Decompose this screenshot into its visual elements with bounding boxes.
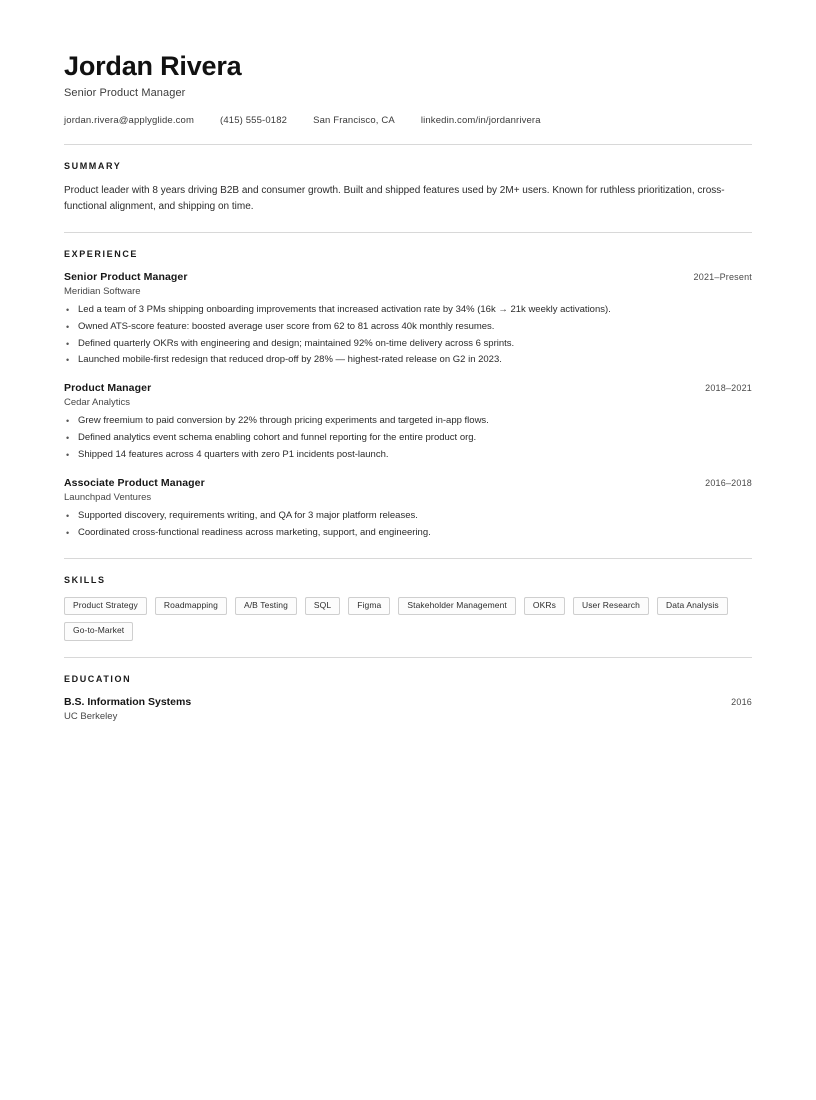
contact-linkedin[interactable]: linkedin.com/in/jordanrivera [420,114,541,126]
skill-chip: Roadmapping [155,597,227,615]
education-item-head [64,696,752,708]
education-degree: B.S. Information Systems [64,695,192,708]
job-bullet: • Led a team of 3 PMs shipping onboarding improvements that increased activation rate by 34% (16k → 21k weekly activations). [64,302,752,319]
job-bullet: • Grew freemium to paid conversion by 22% through pricing experiments and targeted in-app flows. [64,413,752,430]
skill-chip: Data Analysis [657,597,728,615]
skills-list [64,597,752,641]
section-title-experience: EXPERIENCE [64,248,139,259]
contact-row [64,115,752,145]
job-bullet: • Launched mobile-first redesign that reduced drop-off by 28% — highest-rated release on G2 in 2023. [64,352,752,369]
job-dates: 2016–2018 [705,478,752,489]
skill-chip: SQL [305,597,340,615]
contact-email[interactable]: jordan.rivera@applyglide.com [64,114,195,126]
skill-chip: Figma [348,597,390,615]
experience-item-head [64,382,752,394]
experience-item [64,477,752,542]
candidate-headline: Senior Product Manager [64,86,186,99]
job-bullet: • Defined analytics event schema enabling cohort and funnel reporting for the entire product org. [64,430,752,447]
contact-phone: (415) 555-0182 [220,114,288,126]
section-title-summary: SUMMARY [64,160,122,171]
resume-header [64,52,752,145]
job-dates: 2018–2021 [705,383,752,394]
education-item [64,696,752,722]
job-title: Associate Product Manager [64,477,205,490]
job-company: Launchpad Ventures [64,492,152,504]
job-bullet: • Supported discovery, requirements writing, and QA for 3 major platform releases. [64,508,752,525]
job-title: Senior Product Manager [64,270,188,283]
job-bullets [64,413,752,464]
skill-chip: OKRs [524,597,565,615]
job-bullet: • Owned ATS-score feature: boosted average user score from 62 to 81 across 40k monthly resumes. [64,319,752,336]
summary-text: Product leader with 8 years driving B2B and consumer growth. Built and shipped features used by 2M+ users. Known for ruthless prioritization, cross-functional alignment, and shipping on time. [64,184,725,213]
section-title-skills: SKILLS [64,574,106,585]
experience-item [64,382,752,464]
section-experience [64,233,752,559]
contact-location: San Francisco, CA [313,114,395,126]
skill-chip: A/B Testing [235,597,297,615]
candidate-name: Jordan Rivera [64,51,242,81]
skill-chip: User Research [573,597,649,615]
job-bullet: • Defined quarterly OKRs with engineering and design; maintained 92% on-time delivery across 6 sprints. [64,336,752,353]
section-title-education: EDUCATION [64,673,132,684]
job-company: Cedar Analytics [64,397,131,409]
experience-item [64,271,752,370]
section-education [64,658,752,722]
skill-chip: Product Strategy [64,597,147,615]
job-bullet: • Shipped 14 features across 4 quarters with zero P1 incidents post-launch. [64,447,752,464]
skill-chip: Stakeholder Management [398,597,516,615]
education-year: 2016 [731,696,752,707]
skill-chip: Go-to-Market [64,622,133,640]
job-bullets [64,302,752,370]
job-dates: 2021–Present [693,271,752,282]
job-title: Product Manager [64,382,152,395]
job-bullets [64,508,752,542]
education-school: UC Berkeley [64,710,118,722]
experience-item-head [64,477,752,489]
job-company: Meridian Software [64,285,141,297]
experience-item-head [64,271,752,283]
section-skills [64,559,752,658]
section-summary [64,145,752,233]
job-bullet: • Coordinated cross-functional readiness across marketing, support, and engineering. [64,525,752,542]
